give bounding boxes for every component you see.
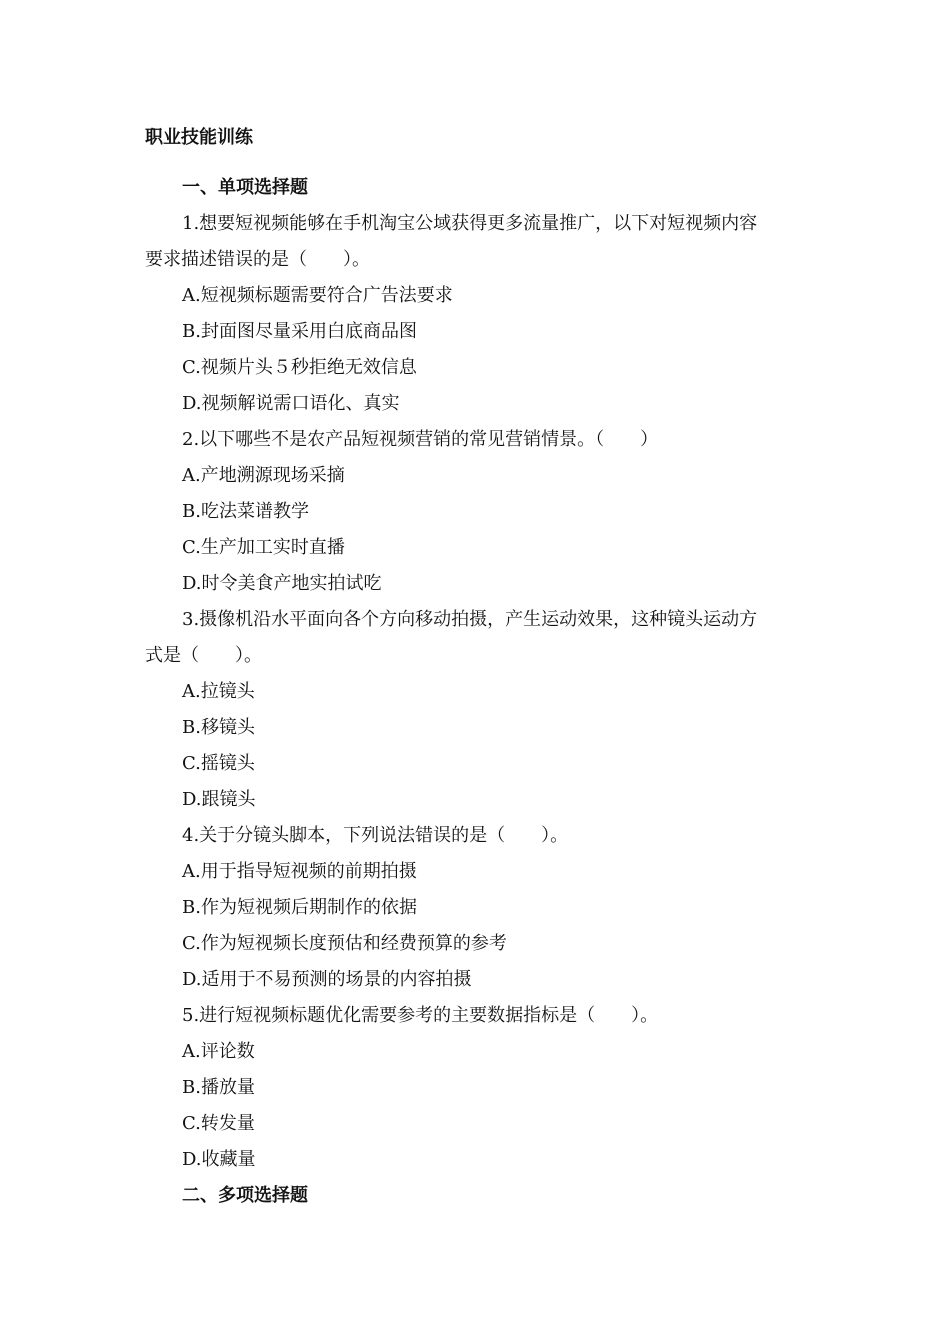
question-2-option-d: D.时令美食产地实拍试吃 <box>182 573 382 594</box>
question-1-option-a: A.短视频标题需要符合广告法要求 <box>182 285 453 306</box>
question-4-stem-line-1: 4.关于分镜头脚本，下列说法错误的是（ ）。 <box>182 825 569 846</box>
question-5-option-a: A.评论数 <box>182 1041 255 1062</box>
question-2-stem-line-1: 2.以下哪些不是农产品短视频营销的常见营销情景。（ ） <box>182 429 659 450</box>
question-4-option-c: C.作为短视频长度预估和经费预算的参考 <box>182 933 507 954</box>
question-3-stem-line-2: 式是（ ）。 <box>145 645 262 666</box>
section-heading-multiple-choice: 二、多项选择题 <box>182 1185 308 1206</box>
question-4-option-d: D.适用于不易预测的场景的内容拍摄 <box>182 969 472 990</box>
question-5-option-d: D.收藏量 <box>182 1149 256 1170</box>
question-3-option-c: C.摇镜头 <box>182 753 255 774</box>
question-1-option-b: B.封面图尽量采用白底商品图 <box>182 321 417 342</box>
question-5-option-b: B.播放量 <box>182 1077 255 1098</box>
question-5-stem-line-1: 5.进行短视频标题优化需要参考的主要数据指标是（ ）。 <box>182 1005 659 1026</box>
question-1-stem-line-2: 要求描述错误的是（ ）。 <box>145 249 370 270</box>
question-4-option-a: A.用于指导短视频的前期拍摄 <box>182 861 417 882</box>
question-2-option-c: C.生产加工实时直播 <box>182 537 345 558</box>
document-title: 职业技能训练 <box>145 127 253 148</box>
question-1-option-d: D.视频解说需口语化、真实 <box>182 393 400 414</box>
question-2-option-a: A.产地溯源现场采摘 <box>182 465 345 486</box>
question-1-option-c: C.视频片头５秒拒绝无效信息 <box>182 357 417 378</box>
question-1-stem-line-1: 1.想要短视频能够在手机淘宝公域获得更多流量推广，以下对短视频内容 <box>182 213 758 234</box>
question-5-option-c: C.转发量 <box>182 1113 255 1134</box>
question-3-option-b: B.移镜头 <box>182 717 255 738</box>
question-3-option-d: D.跟镜头 <box>182 789 256 810</box>
question-2-option-b: B.吃法菜谱教学 <box>182 501 309 522</box>
question-3-stem-line-1: 3.摄像机沿水平面向各个方向移动拍摄，产生运动效果，这种镜头运动方 <box>182 609 758 630</box>
section-heading-single-choice: 一、单项选择题 <box>182 177 308 198</box>
question-3-option-a: A.拉镜头 <box>182 681 255 702</box>
question-4-option-b: B.作为短视频后期制作的依据 <box>182 897 417 918</box>
